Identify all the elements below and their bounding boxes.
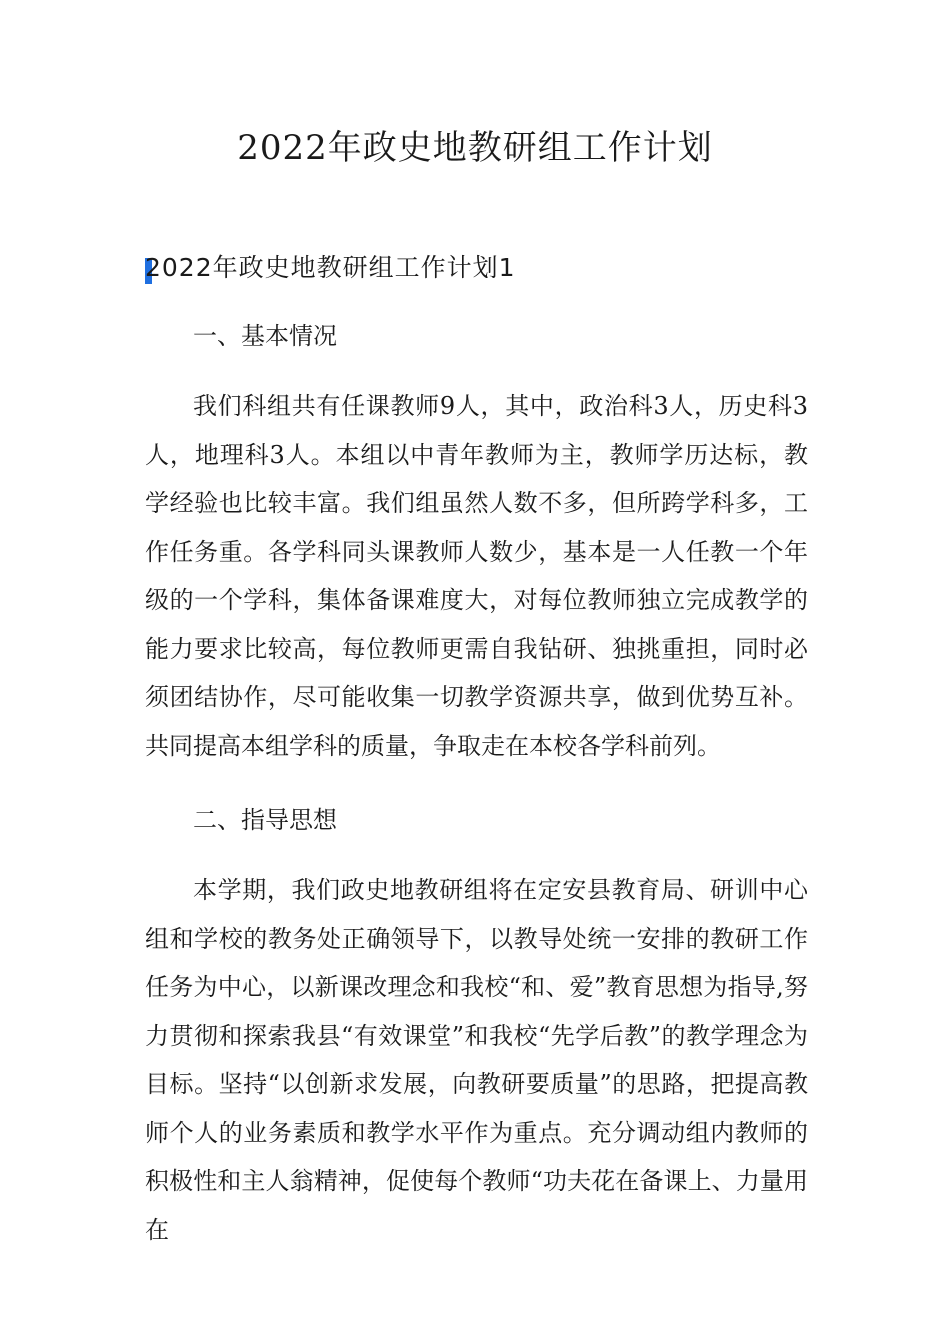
subheading-guiding-ideology: 二、指导思想 <box>193 806 337 834</box>
section-heading: 2022年政史地教研组工作计划1 <box>145 253 516 282</box>
paragraph-basic-situation: 我们科组共有任课教师9人，其中，政治科3人，历史科3人，地理科3人。本组以中青年教师为主，教师学历达标，教学经验也比较丰富。我们组虽然人数不多，但所跨学科多，工作任务重。各学科同头课教师人数少，基本是一人任教一个年级的一个学科，集体备课难度大，对每位教师独立完成教学的能力要求比较高，每位教师更需自我钻研、独挑重担，同时必须团结协作，尽可能收集一切教学资源共享，做到优势互补。共同提高本组学科的质量，争取走在本校各学科前列。 <box>145 392 808 760</box>
paragraph-guiding-ideology: 本学期，我们政史地教研组将在定安县教育局、研训中心组和学校的教务处正确领导下，以教导处统一安排的教研工作任务为中心，以新课改理念和我校“和、爱”教育思想为指导,努力贯彻和探索我县“有效课堂”和我校“先学后教”的教学理念为目标。坚持“以创新求发展，向教研要质量”的思路，把提高教师个人的业务素质和教学水平作为重点。充分调动组内教师的积极性和主人翁精神，促使每个教师“功夫花在备课上、力量用在 <box>145 876 808 1244</box>
document-title: 2022年政史地教研组工作计划 <box>237 128 713 168</box>
subheading-basic-situation: 一、基本情况 <box>193 322 337 350</box>
